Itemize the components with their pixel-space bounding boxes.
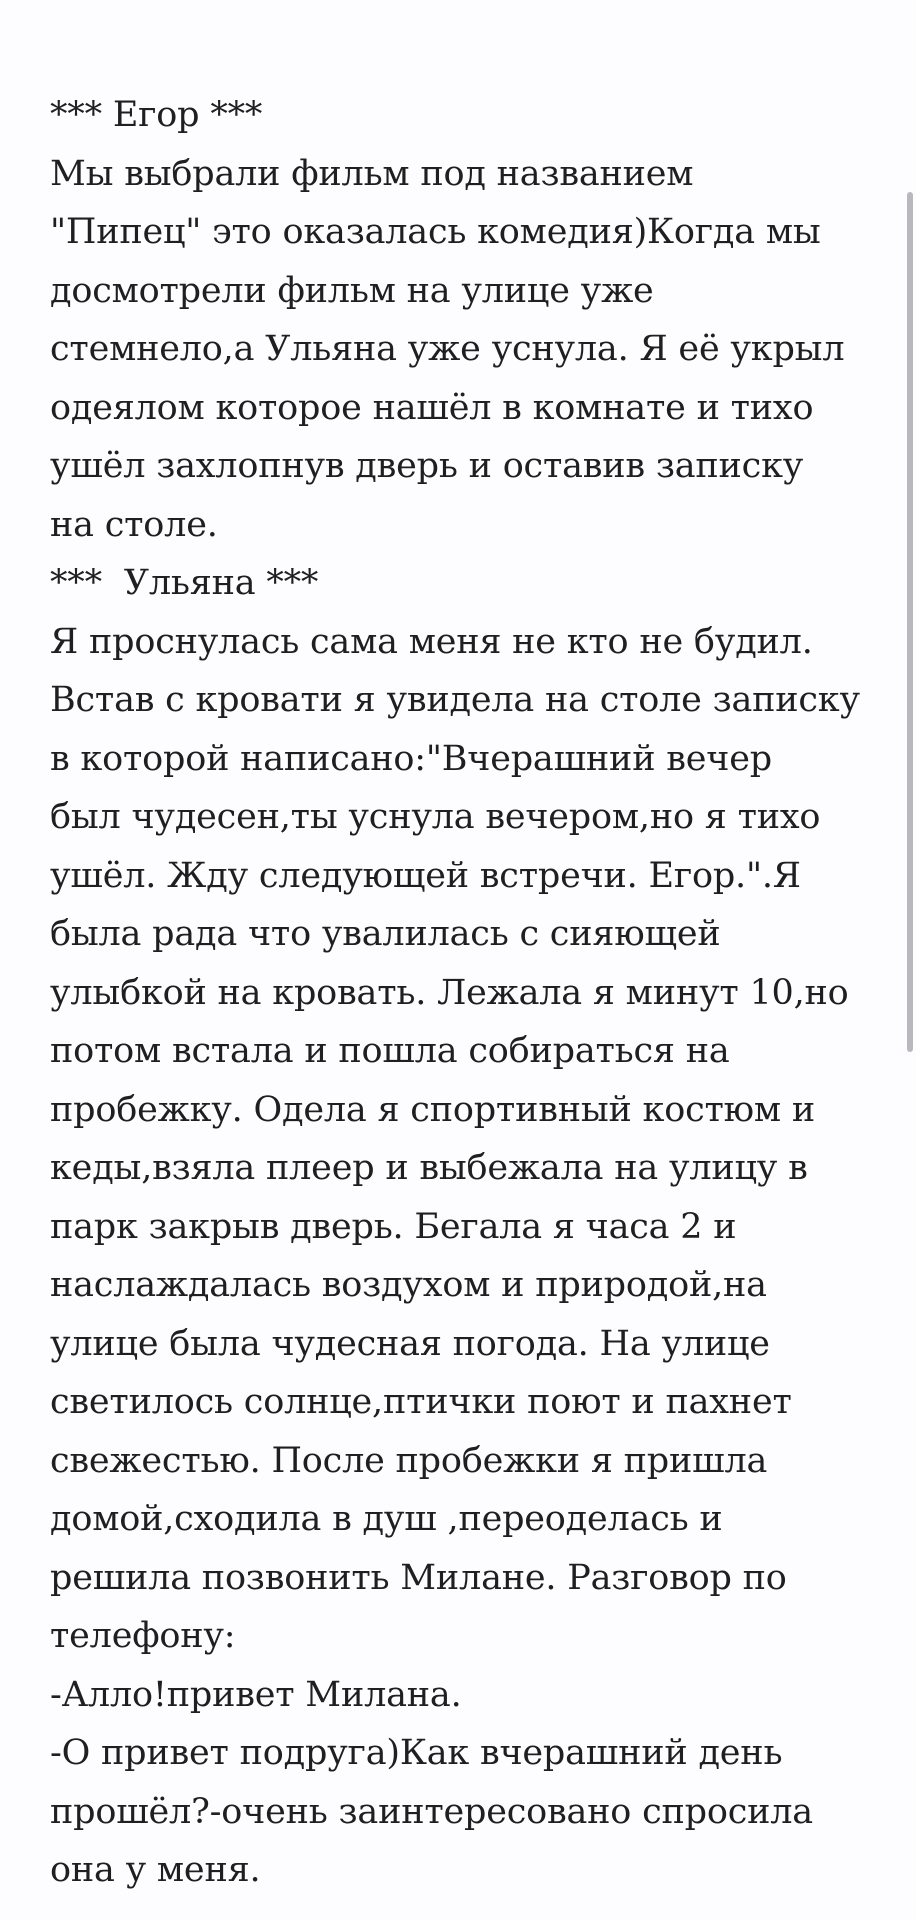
text-line: в которой написано:"Вчерашний вечер [50, 738, 772, 779]
text-line: решила позвонить Милане. Разговор по [50, 1557, 787, 1598]
text-line: досмотрели фильм на улице уже [50, 270, 654, 311]
text-line: одеялом которое нашёл в комнате и тихо [50, 387, 814, 428]
text-line: *** Ульяна *** [50, 563, 319, 603]
text-line: светилось солнце,птички поют и пахнет [50, 1382, 792, 1422]
text-line: потом встала и пошла собираться на [50, 1031, 730, 1071]
text-line: Встав с кровати я увидела на столе записку [50, 680, 860, 720]
scrollbar-thumb[interactable] [907, 192, 913, 1052]
scrollbar[interactable] [902, 0, 916, 1920]
text-line: наслаждалась воздухом и природой,на [50, 1265, 767, 1305]
text-line: Мы выбрали фильм под названием [50, 153, 694, 194]
text-line: -О привет подруга)Как вчерашний день [50, 1733, 783, 1773]
text-line: улыбкой на кровать. Лежала я минут 10,но [50, 972, 849, 1013]
text-line: домой,сходила в душ ,переоделась и [50, 1499, 723, 1539]
text-line: была рада что увалилась с сияющей [50, 914, 721, 954]
text-line: прошёл?-очень заинтересовано спросила [50, 1791, 813, 1832]
text-line: ушёл. Жду следующей встречи. Егор.".Я [50, 855, 801, 896]
text-line: парк закрыв дверь. Бегала я часа 2 и [50, 1206, 737, 1247]
text-line: "Пипец" это оказалась комедия)Когда мы [50, 212, 821, 252]
text-line: *** Егор *** [50, 95, 263, 135]
text-line: Я проснулась сама меня не кто не будил. [50, 621, 813, 662]
text-line: ушёл захлопнув дверь и оставив записку [50, 446, 804, 486]
text-line: улице была чудесная погода. На улице [50, 1323, 770, 1364]
text-line: пробежку. Одела я спортивный костюм и [50, 1089, 815, 1130]
text-line: на столе. [50, 504, 218, 545]
text-line: телефону: [50, 1616, 236, 1656]
text-line: был чудесен,ты уснула вечером,но я тихо [50, 797, 821, 837]
chapter-text [50, 86, 860, 1900]
text-line: свежестью. После пробежки я пришла [50, 1440, 768, 1481]
text-line: стемнело,а Ульяна уже уснула. Я её укрыл [50, 329, 845, 369]
text-line: она у меня. [50, 1850, 261, 1890]
text-line: -Алло!привет Милана. [50, 1674, 462, 1715]
text-line: кеды,взяла плеер и выбежала на улицу в [50, 1148, 808, 1188]
